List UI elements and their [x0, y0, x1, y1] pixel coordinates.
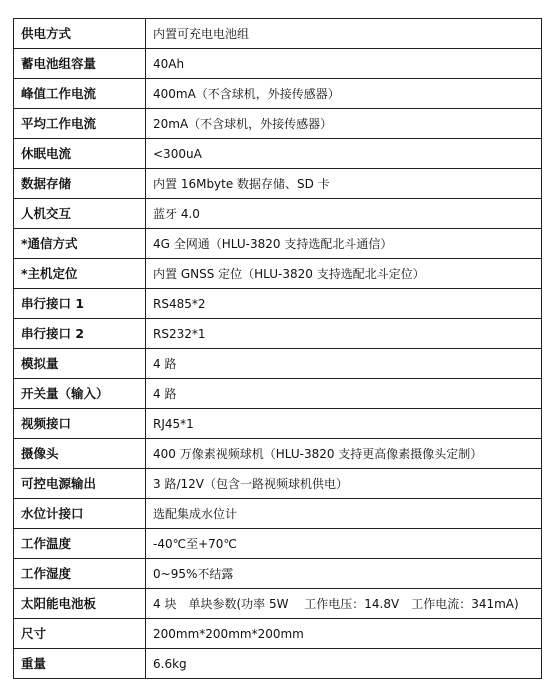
spec-value-cell: 4 路 — [146, 349, 542, 379]
spec-value-cell: 400mA（不含球机，外接传感器） — [146, 79, 542, 109]
spec-value-cell: 40Ah — [146, 49, 542, 79]
table-row — [14, 559, 542, 589]
table-row — [14, 319, 542, 349]
spec-value-cell: 4 路 — [146, 379, 542, 409]
spec-label-cell: 尺寸 — [14, 619, 146, 649]
spec-label-cell: 峰值工作电流 — [14, 79, 146, 109]
table-row — [14, 469, 542, 499]
spec-value-cell: 内置 16Mbyte 数据存储、SD 卡 — [146, 169, 542, 199]
spec-label-cell: 工作湿度 — [14, 559, 146, 589]
table-row — [14, 19, 542, 49]
spec-value-cell: 200mm*200mm*200mm — [146, 619, 542, 649]
table-row — [14, 49, 542, 79]
spec-value-cell: 蓝牙 4.0 — [146, 199, 542, 229]
spec-label-cell: 数据存储 — [14, 169, 146, 199]
spec-value-cell: RJ45*1 — [146, 409, 542, 439]
spec-label-cell: 供电方式 — [14, 19, 146, 49]
spec-value-cell: RS485*2 — [146, 289, 542, 319]
table-row — [14, 199, 542, 229]
table-row — [14, 589, 542, 619]
table-row — [14, 379, 542, 409]
spec-label-cell: 平均工作电流 — [14, 109, 146, 139]
table-row — [14, 409, 542, 439]
table-row — [14, 169, 542, 199]
table-row — [14, 439, 542, 469]
spec-value-cell: 3 路/12V（包含一路视频球机供电） — [146, 469, 542, 499]
spec-label-cell: 可控电源输出 — [14, 469, 146, 499]
spec-table-body — [14, 19, 542, 679]
spec-value-cell: -40℃至+70℃ — [146, 529, 542, 559]
spec-label-cell: 重量 — [14, 649, 146, 679]
table-row — [14, 349, 542, 379]
table-row — [14, 649, 542, 679]
spec-value-cell: 4 块 单块参数(功率 5W 工作电压：14.8V 工作电流：341mA) — [146, 589, 542, 619]
spec-value-cell: 选配集成水位计 — [146, 499, 542, 529]
spec-value-cell: 0~95%不结露 — [146, 559, 542, 589]
spec-label-cell: 太阳能电池板 — [14, 589, 146, 619]
spec-label-cell: 蓄电池组容量 — [14, 49, 146, 79]
spec-label-cell: 工作温度 — [14, 529, 146, 559]
spec-label-cell: 休眠电流 — [14, 139, 146, 169]
table-row — [14, 109, 542, 139]
table-row — [14, 289, 542, 319]
spec-value-cell: 内置 GNSS 定位（HLU-3820 支持选配北斗定位） — [146, 259, 542, 289]
spec-label-cell: 视频接口 — [14, 409, 146, 439]
table-row — [14, 529, 542, 559]
spec-label-cell: 人机交互 — [14, 199, 146, 229]
table-row — [14, 619, 542, 649]
spec-value-cell: 400 万像素视频球机（HLU-3820 支持更高像素摄像头定制） — [146, 439, 542, 469]
table-row — [14, 259, 542, 289]
table-row — [14, 139, 542, 169]
spec-label-cell: *通信方式 — [14, 229, 146, 259]
spec-label-cell: 水位计接口 — [14, 499, 146, 529]
spec-value-cell: RS232*1 — [146, 319, 542, 349]
spec-value-cell: 内置可充电电池组 — [146, 19, 542, 49]
spec-value-cell: 6.6kg — [146, 649, 542, 679]
spec-label-cell: 串行接口 2 — [14, 319, 146, 349]
spec-value-cell: 4G 全网通（HLU-3820 支持选配北斗通信） — [146, 229, 542, 259]
table-row — [14, 79, 542, 109]
spec-label-cell: 串行接口 1 — [14, 289, 146, 319]
table-row — [14, 499, 542, 529]
spec-value-cell: 20mA（不含球机，外接传感器） — [146, 109, 542, 139]
table-row — [14, 229, 542, 259]
spec-label-cell: 开关量（输入） — [14, 379, 146, 409]
spec-table — [13, 18, 542, 679]
spec-label-cell: *主机定位 — [14, 259, 146, 289]
spec-label-cell: 模拟量 — [14, 349, 146, 379]
spec-label-cell: 摄像头 — [14, 439, 146, 469]
spec-value-cell: <300uA — [146, 139, 542, 169]
